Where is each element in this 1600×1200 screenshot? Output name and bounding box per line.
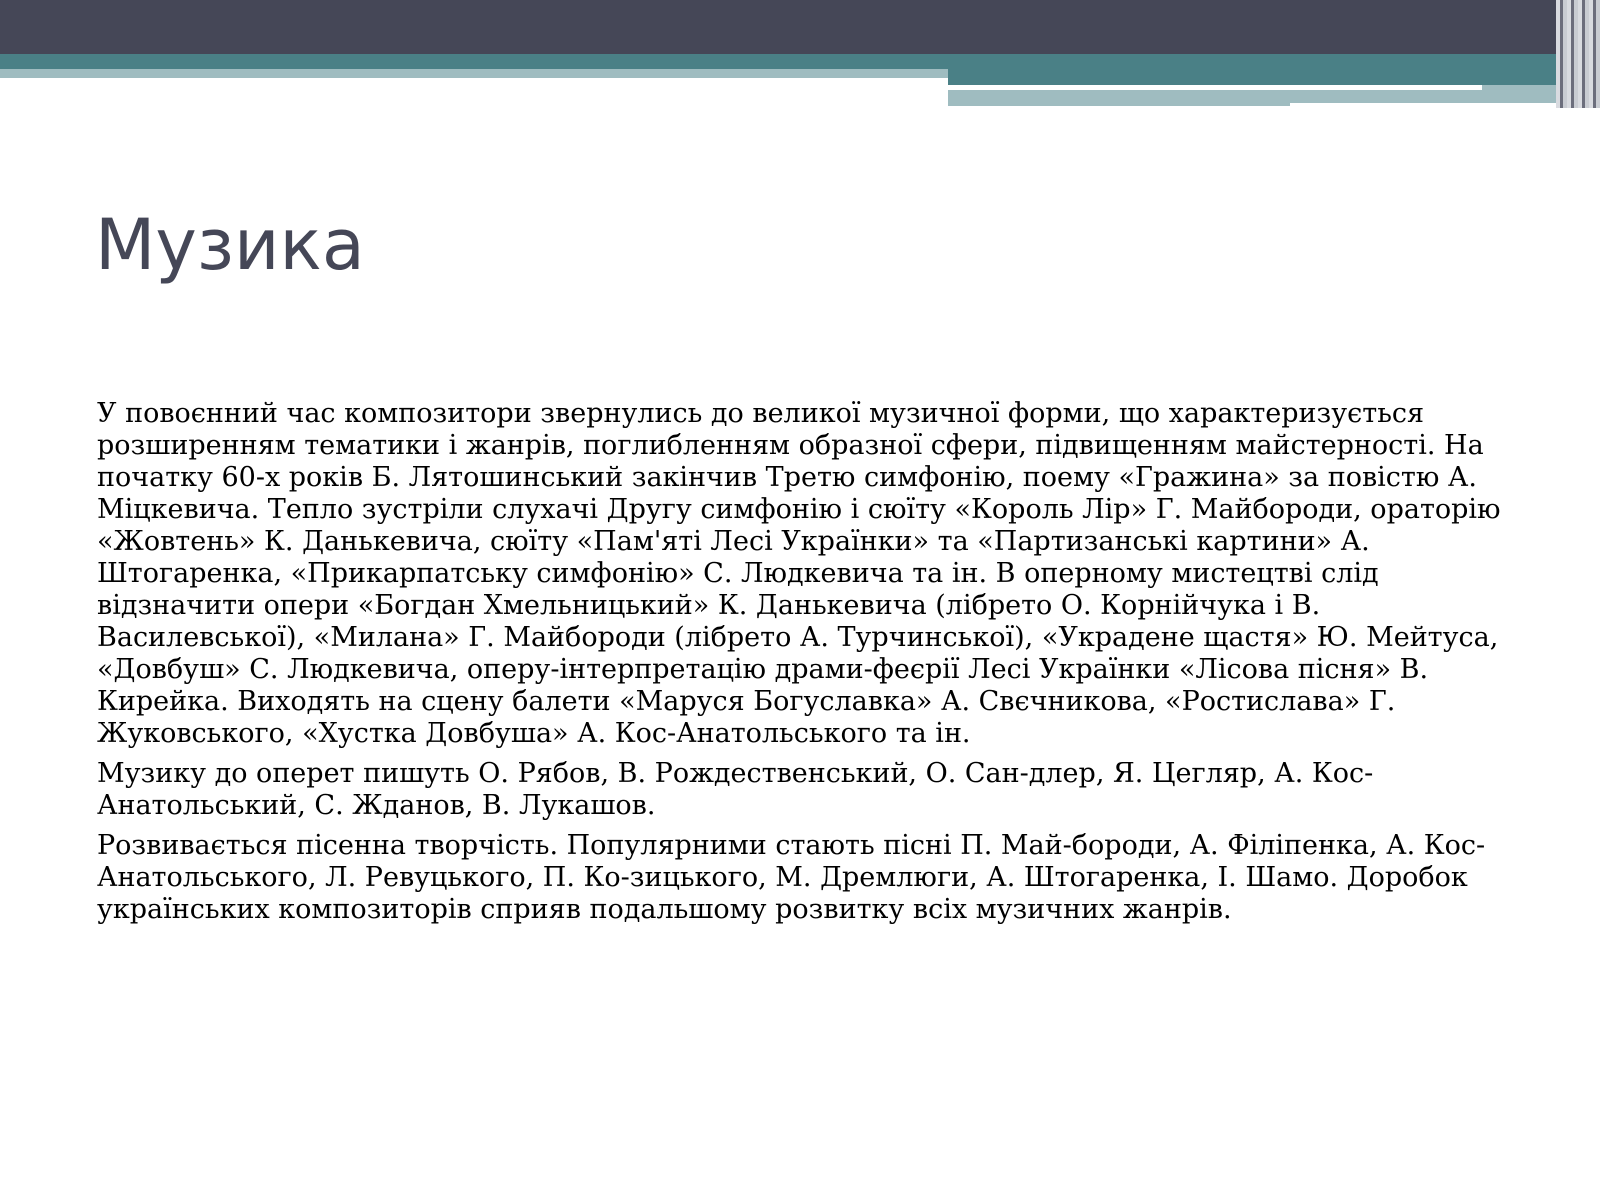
header-stripes-decoration — [1556, 0, 1600, 108]
body-paragraph-1: У повоєнний час композитори звернулись до великої музичної форми, що характеризується розширенням тематики і жанрів, поглибленням образної сфери, підвищенням майстерності. На початку 60-х років Б. Лятошинський закінчив Третю симфонію, поему «Гражина» за повістю А. Міцкевича. Тепло зустріли слухачі Другу симфонію і сюїту «Король Лір» Г. Майбороди, ораторію «Жовтень» К. Данькевича, сюїту «Пам'яті Лесі Українки» та «Партизанські картини» А. Штогаренка, «Прикарпатську симфонію» С. Людкевича та ін. В оперному мистецтві слід відзначити опери «Богдан Хмельницький» К. Данькевича (лібрето О. Корнійчука і В. Василевської), «Милана» Г. Майбороди (лібрето А. Турчинської), «Украдене щастя» Ю. Мейтуса, «Довбуш» С. Людкевича, оперу-інтерпретацію драми-феєрії Лесі Українки «Лісова пісня» В. Кирейка. Виходять на сцену балети «Маруся Богуславка» А. Свєчникова, «Ростислава» Г. Жуковського, «Хустка Довбуша» А. Кос-Анатольського та ін. — [97, 398, 1501, 749]
header-band-dark — [0, 0, 1600, 54]
slide-body — [97, 398, 1507, 934]
header-band-gap-lower — [1290, 103, 1600, 106]
body-paragraph-3: Розвивається пісенна творчість. Популярними стають пісні П. Май-бороди, А. Філіпенка, А. Кос-Анатольського, Л. Ревуцького, П. Ко-зицького, М. Дремлюги, А. Штогаренка, І. Шамо. Доробок українських композиторів сприяв подальшому розвитку всіх музичних жанрів. — [97, 830, 1486, 925]
body-paragraph-2: Музику до оперет пишуть О. Рябов, В. Рождественський, О. Сан-длер, Я. Цегляр, А. Кос-Анатольський, С. Жданов, В. Лукашов. — [97, 758, 1374, 821]
header-band-teal — [0, 54, 1600, 69]
slide-title: Музика — [95, 204, 365, 286]
header-band-light — [0, 69, 948, 78]
header-band-teal-right — [948, 69, 1600, 85]
